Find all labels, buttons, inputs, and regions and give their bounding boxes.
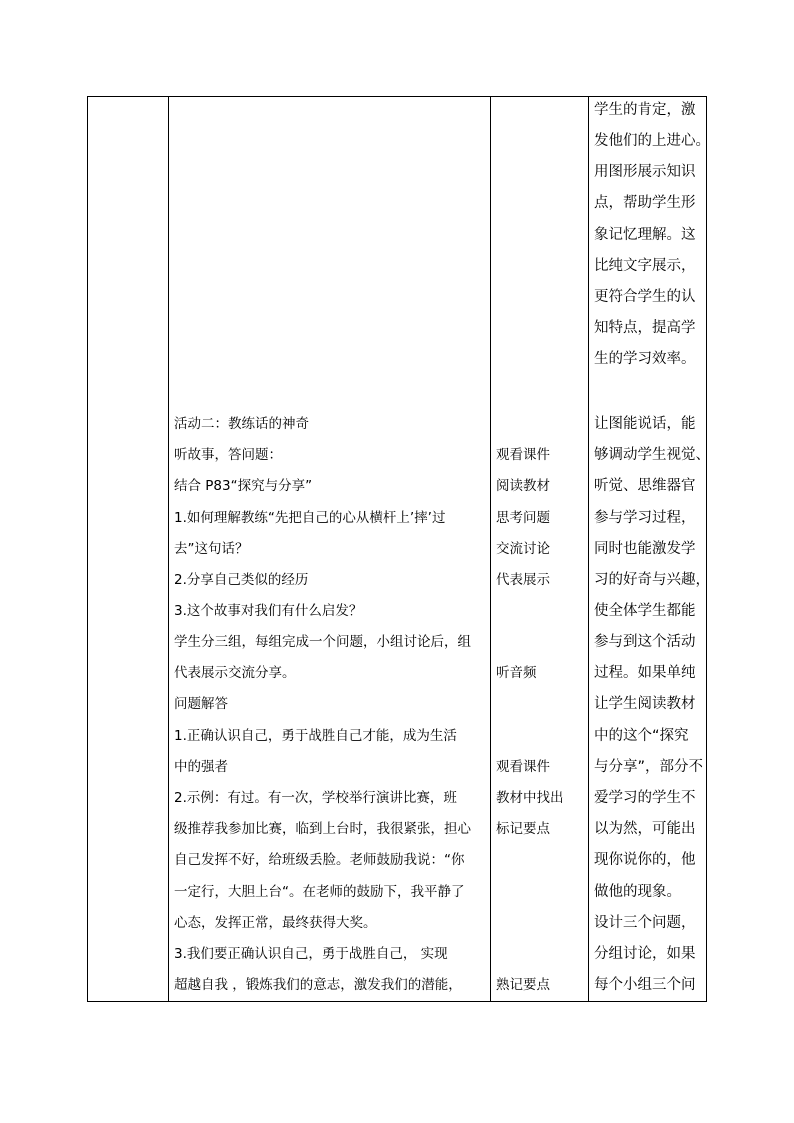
- design-intent-line: 过程。如果单纯: [594, 665, 696, 681]
- student-activity-item: 听音频: [496, 665, 537, 681]
- design-intent-column: [588, 97, 710, 1001]
- design-intent-line: 让图能说话，能: [594, 416, 696, 432]
- student-activity-column: [490, 97, 588, 1001]
- activity-line: 学生分三组，每组完成一个问题，小组讨论后，组: [174, 634, 471, 650]
- design-intent-line: 现你说你的，他: [594, 852, 696, 868]
- student-activity-item: 代表展示: [496, 572, 550, 588]
- lesson-plan-table: [87, 96, 710, 1002]
- activity-title: 活动二：教练话的神奇: [174, 416, 309, 432]
- design-intent-line: 用图形展示知识: [594, 164, 696, 180]
- activity-line: 问题解答: [174, 696, 228, 712]
- design-intent-line: 点，帮助学生形: [594, 195, 696, 211]
- design-intent-line: 中的这个“探究: [594, 728, 689, 744]
- activity-line: 级推荐我参加比赛，临到上台时，我很紧张，担心: [174, 821, 471, 837]
- activity-line: 2.示例：有过。有一次，学校举行演讲比赛，班: [174, 790, 457, 806]
- activity-line: 听故事，答问题：: [174, 447, 282, 463]
- design-intent-line: 比纯文字展示，: [594, 258, 696, 274]
- design-intent-line: 习的好奇与兴趣，: [594, 572, 710, 588]
- activity-line: 一定行，大胆上台“。在老师的鼓励下，我平静了: [174, 884, 465, 900]
- student-activity-item: 阅读教材: [496, 478, 550, 494]
- activity-line: 心态，发挥正常，最终获得大奖。: [174, 915, 377, 931]
- student-activity-item: 观看课件: [496, 759, 550, 775]
- design-intent-line: 生的学习效率。: [594, 351, 696, 367]
- activity-line: 结合 P83“探究与分享”: [174, 478, 313, 494]
- activity-line: 超越自我 ，锻炼我们的意志，激发我们的潜能，: [174, 977, 462, 993]
- design-intent-line: 设计三个问题，: [594, 915, 696, 931]
- student-activity-item: 交流讨论: [496, 541, 550, 557]
- activity-line: 自己发挥不好，给班级丢脸。老师鼓励我说：“你: [174, 852, 465, 868]
- student-activity-item: 教材中找出: [496, 790, 564, 806]
- activity-line: 3.这个故事对我们有什么启发？: [174, 603, 363, 619]
- design-intent-line: 每个小组三个问: [594, 977, 696, 993]
- design-intent-line: 同时也能激发学: [594, 541, 696, 557]
- design-intent-line: 更符合学生的认: [594, 289, 696, 305]
- design-intent-line: 够调动学生视觉、: [594, 447, 710, 463]
- student-activity-item: 熟记要点: [496, 977, 550, 993]
- design-intent-line: 以为然，可能出: [594, 821, 696, 837]
- design-intent-line: 让学生阅读教材: [594, 696, 696, 712]
- activity-line: 1.如何理解教练“先把自己的心从横杆上’摔’过: [174, 510, 446, 526]
- design-intent-line: 参与到这个活动: [594, 634, 696, 650]
- design-intent-line: 发他们的上进心。: [594, 133, 710, 149]
- activity-line: 代表展示交流分享。: [174, 665, 296, 681]
- stage-column: [88, 97, 168, 1001]
- activity-line: 去”这句话？: [174, 541, 249, 557]
- design-intent-line: 知特点，提高学: [594, 320, 696, 336]
- design-intent-line: 与分享”，部分不: [594, 759, 704, 775]
- student-activity-item: 思考问题: [496, 510, 550, 526]
- student-activity-item: 观看课件: [496, 447, 550, 463]
- design-intent-line: 爱学习的学生不: [594, 790, 696, 806]
- design-intent-line: 使全体学生都能: [594, 603, 696, 619]
- teacher-activity-column: [168, 97, 490, 1001]
- design-intent-line: 学生的肯定，激: [594, 102, 696, 118]
- design-intent-line: 象记忆理解。这: [594, 227, 696, 243]
- design-intent-line: 做他的现象。: [594, 884, 681, 900]
- student-activity-item: 标记要点: [496, 821, 550, 837]
- design-intent-line: 听觉、思维器官: [594, 478, 696, 494]
- design-intent-line: 分组讨论，如果: [594, 946, 696, 962]
- activity-line: 3.我们要正确认识自己，勇于战胜自己， 实现: [174, 946, 448, 962]
- activity-line: 中的强者: [174, 759, 228, 775]
- activity-line: 2.分享自己类似的经历: [174, 572, 309, 588]
- design-intent-line: 参与学习过程，: [594, 510, 696, 526]
- activity-line: 1.正确认识自己，勇于战胜自己才能，成为生活: [174, 728, 457, 744]
